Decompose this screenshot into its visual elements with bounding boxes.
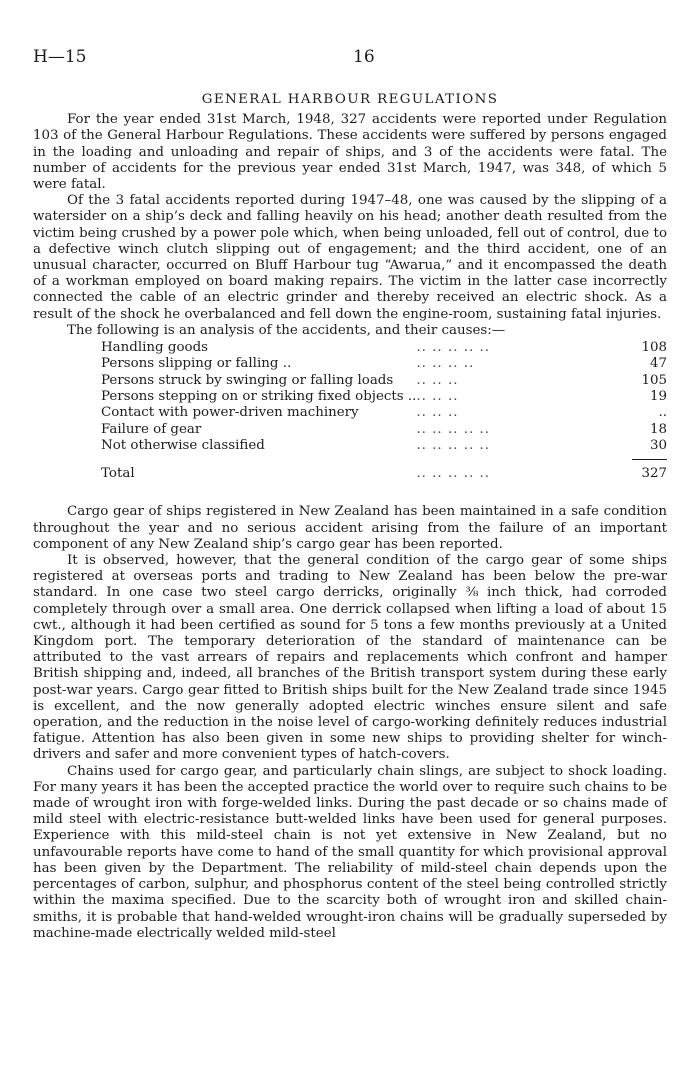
cause-label: Handling goods xyxy=(101,340,209,356)
total-label: Total xyxy=(101,465,135,481)
accident-count: 108 xyxy=(641,340,667,356)
paragraph: For the year ended 31st March, 1948, 327 accidents were reported under Regulation 103 of the General Harbour Regulations. These accidents were suffered by persons engaged in the loading and unloading and repair of ships, and 3 of the accidents were fatal. The number of accidents for the previous year ended 31st March, 1947, was 348, of which 5 were fatal. xyxy=(33,112,667,193)
total-row xyxy=(101,460,667,483)
page-header xyxy=(33,47,673,69)
leader-dots: .. .. .. .. .. xyxy=(416,465,490,481)
table-row xyxy=(101,373,667,389)
document-body xyxy=(33,92,667,942)
spacer xyxy=(33,482,667,504)
leader-dots: .. .. .. .. .. xyxy=(416,437,490,453)
paragraph: Cargo gear of ships registered in New Zealand has been maintained in a safe condition throughout the year and no serious accident arising from the failure of an important component of any New Zealand ship’s cargo gear has been reported. xyxy=(33,504,667,552)
section-title: GENERAL HARBOUR REGULATIONS xyxy=(201,92,499,107)
table-row xyxy=(101,356,667,372)
leader-dots: .. .. .. .. .. xyxy=(416,421,490,437)
table-row xyxy=(101,405,667,421)
leader-dots: .. .. .. xyxy=(416,372,459,388)
accident-count: 105 xyxy=(641,372,667,388)
paragraph: Of the 3 fatal accidents reported during 1947–48, one was caused by the slipping of a watersider on a ship’s deck and falling heavily on his head; another death resulted from the victim being crushed by a power pole which, when being unloaded, fell out of control, due to a defective winch clutch slipping out of engagement; and the third accident, one of an unusual character, occurred on Bluff Harbour tug “Awarua,” and it encompassed the death of a workman employed on board making repairs. The victim in the latter case incorrectly connected the cable of an electric grinder and thereby received an electric shock. As a result of the shock he overbalanced and fell down the engine-room, sustaining fatal injuries. xyxy=(33,193,667,322)
cause-label: Contact with power-driven machinery xyxy=(101,405,359,421)
page-number: 16 xyxy=(353,47,375,67)
paragraph: The following is an analysis of the accidents, and their causes:— xyxy=(67,322,506,338)
leader-dots: .. .. .. .. .. xyxy=(416,340,490,356)
leader-dots: .. .. .. .. xyxy=(416,356,475,372)
table-row xyxy=(101,422,667,438)
cause-label: Failure of gear xyxy=(101,421,202,437)
accident-count: 30 xyxy=(649,437,667,453)
accident-analysis-table xyxy=(101,340,667,482)
leader-dots: .. .. .. xyxy=(416,388,459,404)
cause-label: Persons struck by swinging or falling loads xyxy=(101,372,394,388)
accident-count: 18 xyxy=(649,421,667,437)
cause-label: Persons slipping or falling .. xyxy=(101,356,292,372)
accident-count: 19 xyxy=(649,388,667,404)
cause-label: Persons stepping on or striking fixed objects .. xyxy=(101,388,417,404)
table-row xyxy=(101,340,667,356)
paragraph: Chains used for cargo gear, and particularly chain slings, are subject to shock loading. For many years it has been the accepted practice the world over to require such chains to be made of wrought iron with forge-welded links. During the past decade or so chains made of mild steel with electric-resistance butt-welded links have been used for general purposes. Experience with this mild-steel chain is not yet extensive in New Zealand, but no unfavourable reports have come to hand of the small quantity for which provisional approval has been given by the Department. The reliability of mild-steel chain depends upon the percentages of carbon, sulphur, and phosphorus content of the steel being controlled strictly within the maxima specified. Due to the scarcity both of wrought iron and skilled chain-smiths, it is probable that hand-welded wrought-iron chains will be gradually superseded by machine-made electrically welded mild-steel xyxy=(33,763,667,941)
paragraph: It is observed, however, that the general condition of the cargo gear of some ships registered at overseas ports and trading to New Zealand has been below the pre-war standard. In one case two steel cargo derricks, originally ⅜ inch thick, had corroded completely through over a small area. One derrick collapsed when lifting a load of about 15 cwt., although it had been certified as sound for 5 tons a few months previously at a United Kingdom port. The temporary deterioration of the standard of maintenance can be attributed to the vast arrears of repairs and replacements which confront and hamper British shipping and, indeed, all branches of the British transport system during these early post-war years. Cargo gear fitted to British ships built for the New Zealand trade since 1945 is excellent, and the now generally adopted electric winches ensure silent and safe operation, and the reduction in the noise level of cargo-working definitely reduces industrial fatigue. Attention has also been given in some new ships to providing shelter for winch-drivers and safer and more convenient types of hatch-covers. xyxy=(33,553,667,763)
report-reference: H—15 xyxy=(33,47,87,67)
accident-count: 47 xyxy=(649,356,667,372)
accident-count: .. xyxy=(658,405,667,421)
table-row xyxy=(101,438,667,454)
cause-label: Not otherwise classified xyxy=(101,437,265,453)
leader-dots: .. .. .. xyxy=(416,405,459,421)
total-count: 327 xyxy=(641,466,667,482)
table-row xyxy=(101,389,667,405)
